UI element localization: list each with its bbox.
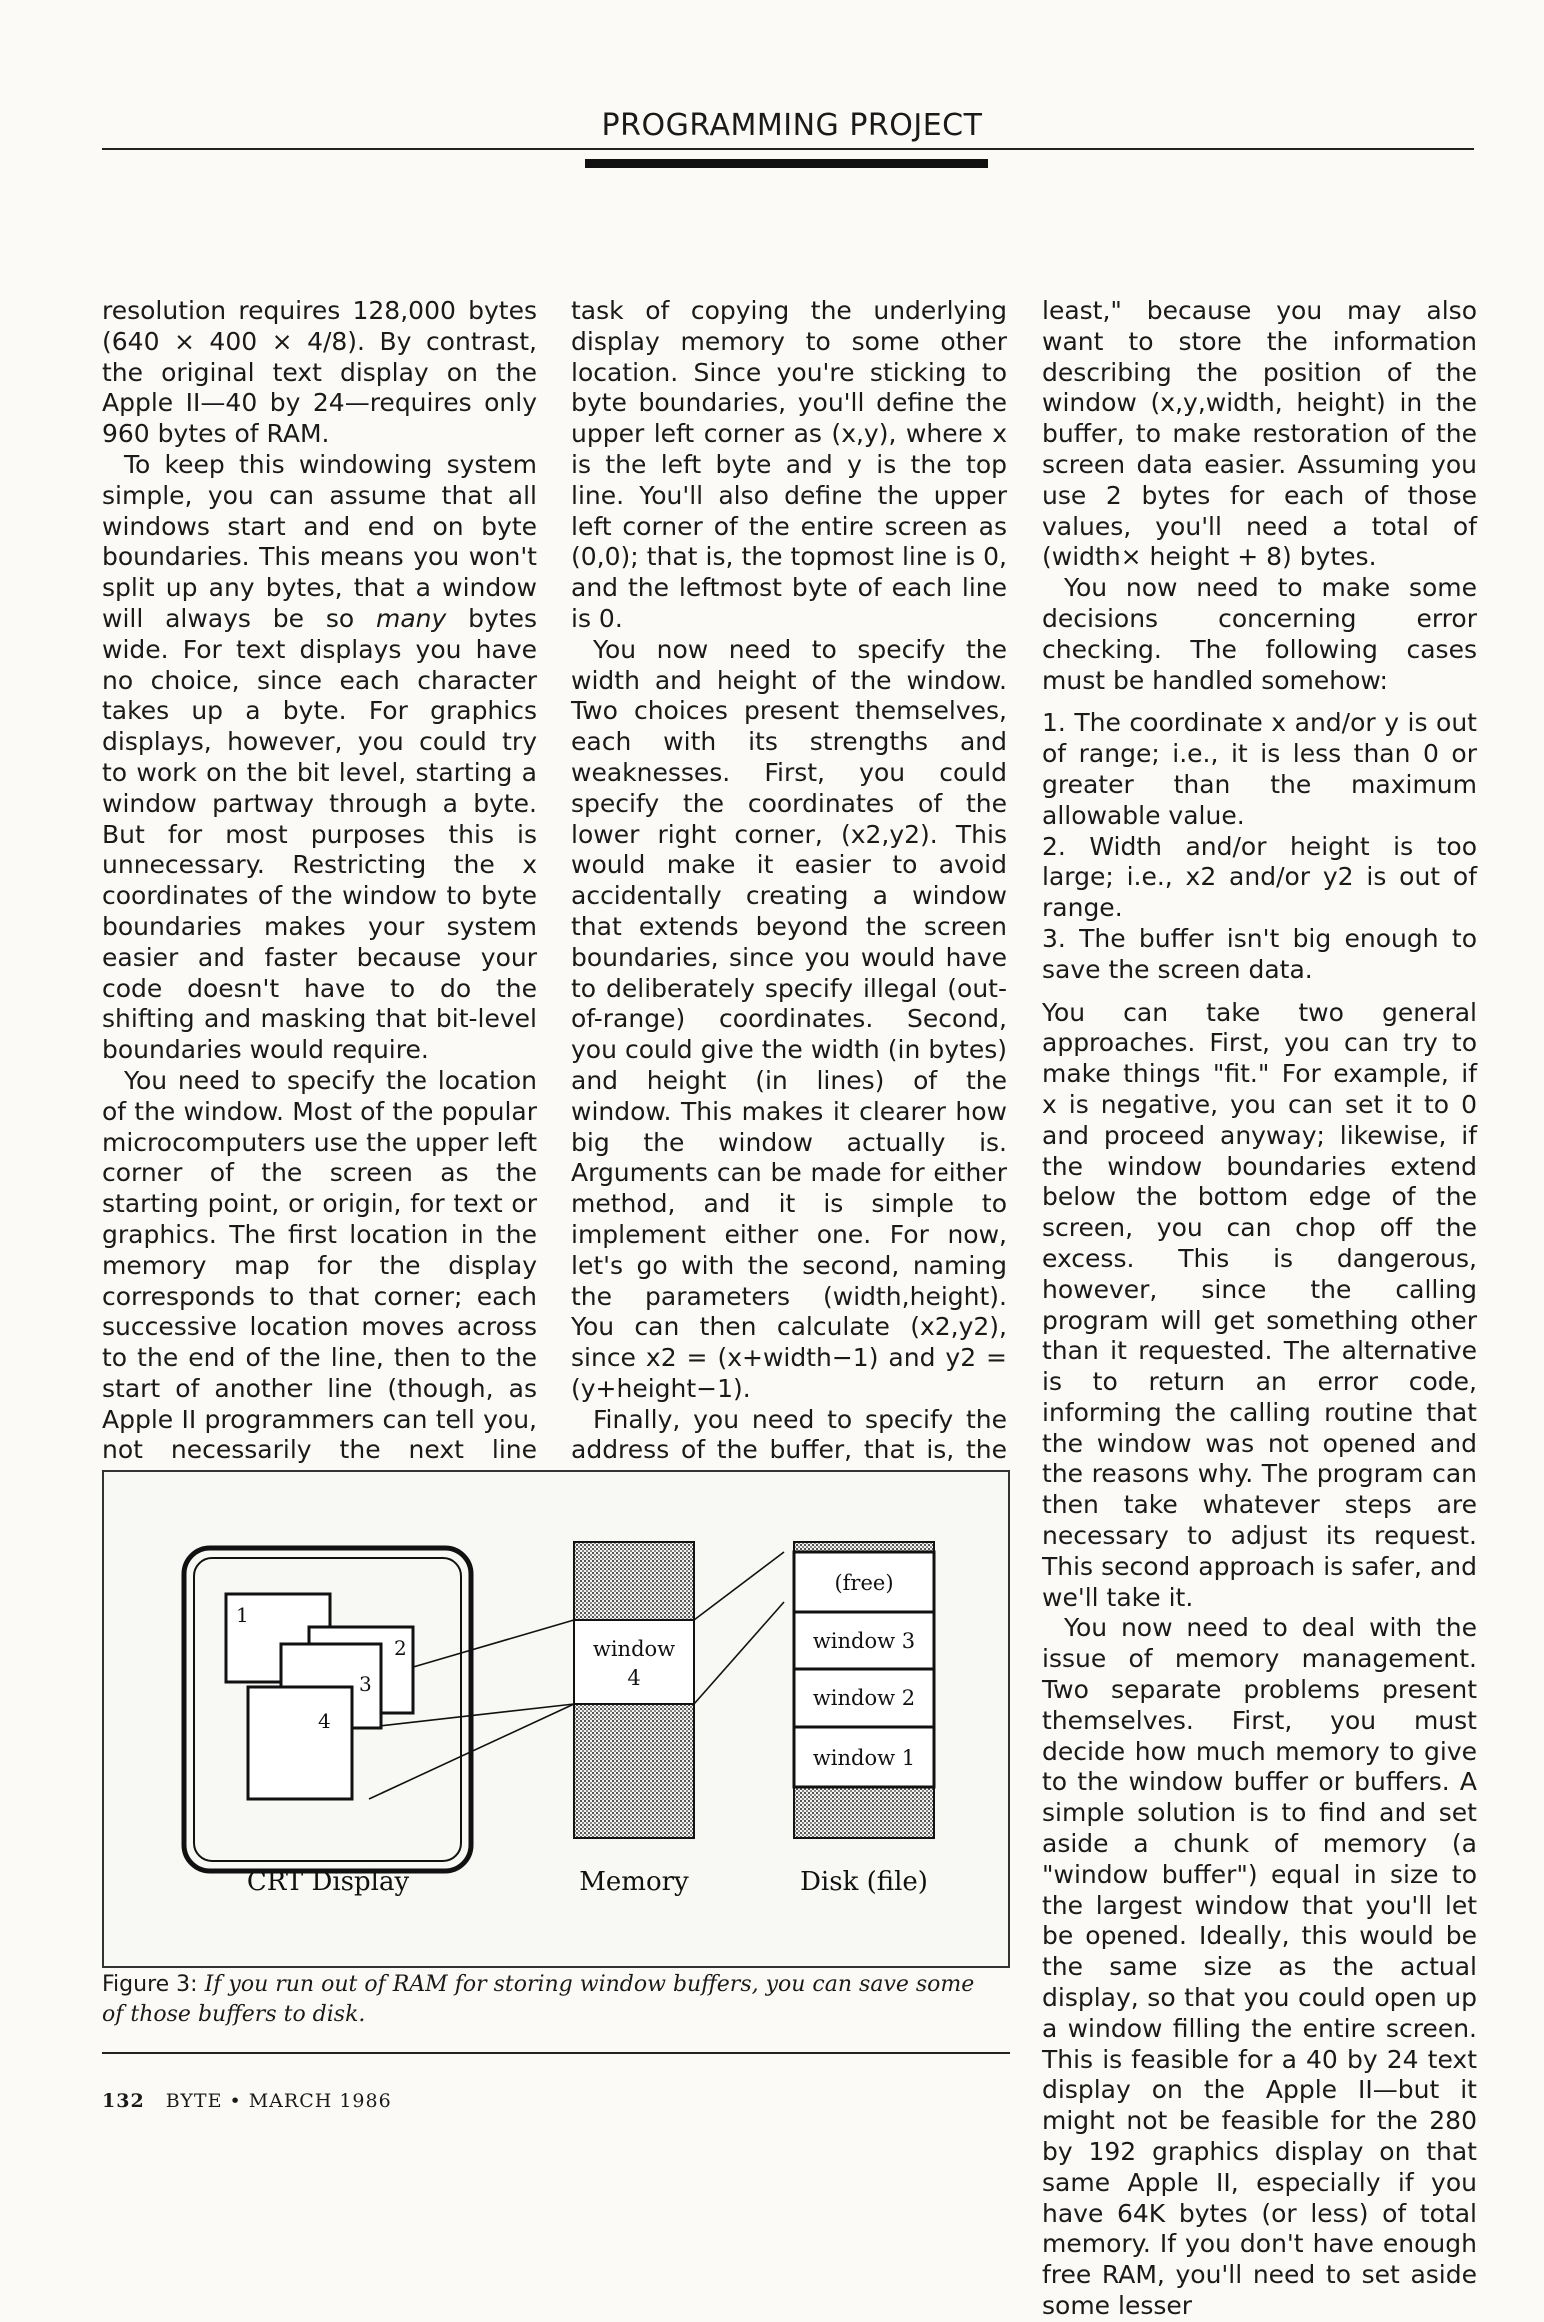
- column-2: [571, 296, 1007, 1589]
- magazine-issue: BYTE • MARCH 1986: [165, 2090, 392, 2112]
- memory-block: [574, 1542, 694, 1838]
- disk-block: [794, 1542, 934, 1838]
- column-3: [1042, 296, 1477, 2322]
- figure-caption: [102, 1970, 1002, 2030]
- paragraph: task of copying the underlying display memory to some other location. Since you're sticking to byte boundaries, you'll define the upper left corner as (x,y), where x is the left byte and y is the top line. You'll also define the upper left corner of the entire screen as (0,0); that is, the topmost line is 0, and the leftmost byte of each line is 0.: [571, 296, 1007, 633]
- disk-free-label: (free): [834, 1571, 894, 1595]
- paragraph: least," because you may also want to store the information describing the position of the window (x,y,width, height) in the buffer, to make restoration of the screen data easier. Assuming you use 2 bytes for each of those values, you'll need a total of (width× height + 8) bytes.: [1042, 296, 1477, 572]
- memory-window-label: window: [592, 1637, 676, 1661]
- figure-caption-text: If you run out of RAM for storing window buffers, you can save some of those buffers to disk.: [102, 1972, 975, 2027]
- window-2-label: 2: [394, 1636, 407, 1660]
- paragraph: You can take two general approaches. First, you can try to make things "fit." For example, if x is negative, you can set it to 0 and proceed anyway; likewise, if the window boundaries extend below the bottom edge of the screen, you can chop off the excess. This is dangerous, however, since the calling program will get something other than it requested. The alternative is to return an error code, informing the calling routine that the window was not opened and the reasons why. The program can then take whatever steps are necessary to adjust its request. This second approach is safer, and we'll take it.: [1042, 997, 1477, 1612]
- page-number: 132: [102, 2090, 145, 2112]
- disk-window-3-label: window 3: [812, 1629, 916, 1653]
- paragraph: You now need to make some decisions concerning error checking. The following cases must be handled somehow:: [1042, 573, 1477, 695]
- memory-window-number: 4: [627, 1666, 641, 1690]
- crt-display-label: CRT Display: [246, 1867, 410, 1897]
- paragraph: You need to specify the location of the window. Most of the popular microcomputers use the upper left corner of the screen as the starting point, or origin, for text or graphics. The first location in the memory map for the display corresponds to that corner; each successive location moves across to the end of the line, then to the start of another line (though, as Apple II programmers can tell you, not necessarily the next line: [102, 1065, 537, 1465]
- page-footer: [102, 2090, 392, 2112]
- paragraph: Finally, you need to specify the address of the buffer, that is, the: [571, 1404, 1007, 1465]
- page-header-title: PROGRAMMING PROJECT: [601, 108, 983, 143]
- figure-label: Figure 3:: [102, 1972, 198, 1997]
- figure-rule: [102, 2052, 1010, 2054]
- memory-label: Memory: [579, 1867, 689, 1897]
- header-rule: [102, 148, 1474, 150]
- window-3-label: 3: [359, 1672, 372, 1696]
- list-item: 3. The buffer isn't big enough to save the screen data.: [1042, 923, 1477, 984]
- figure-3-diagram: [102, 1470, 1010, 1968]
- window-1-label: 1: [236, 1603, 249, 1627]
- disk-window-2-label: window 2: [812, 1686, 916, 1710]
- disk-window-1-label: window 1: [812, 1746, 916, 1770]
- disk-label: Disk (file): [800, 1867, 928, 1897]
- window-4: [248, 1687, 352, 1799]
- paragraph: You now need to deal with the issue of memory management. Two separate problems present themselves. First, you must decide how much memory to give to the window buffer or buffers. A simple solution is to find and set aside a chunk of memory (a "window buffer") equal in size to the largest window that you'll let be opened. Ideally, this would be the same size as the actual display, so that you could open up a window filling the entire screen. This is feasible for a 40 by 24 text display on the Apple II—but it might not be feasible for the 280 by 192 graphics display on that same Apple II, especially if you have 64K bytes (or less) of total memory. If you don't have enough free RAM, you'll need to set aside some lesser: [1042, 1613, 1477, 2320]
- header-bar: [585, 159, 988, 168]
- paragraph: To keep this windowing system simple, you can assume that all windows start and end on byte boundaries. This means you won't split up any bytes, that a window will always be so many bytes wide. For text displays you have no choice, since each character takes up a byte. For graphics displays, however, you could try to work on the bit level, starting a window partway through a byte. But for most purposes this is unnecessary. Restricting the x coordinates of the window to byte boundaries makes your system easier and faster because your code doesn't have to do the shifting and masking that bit-level boundaries would require.: [102, 449, 537, 1065]
- paragraph: resolution requires 128,000 bytes (640 × 400 × 4/8). By contrast, the original text display on the Apple II—40 by 24—requires only 960 bytes of RAM.: [102, 296, 537, 449]
- list-item: 2. Width and/or height is too large; i.e., x2 and/or y2 is out of range.: [1042, 831, 1477, 923]
- list-item: 1. The coordinate x and/or y is out of range; i.e., it is less than 0 or greater than the maximum allowable value.: [1042, 708, 1477, 830]
- column-1: [102, 296, 537, 1559]
- paragraph: You now need to specify the width and height of the window. Two choices present themselves, each with its strengths and weaknesses. First, you could specify the coordinates of the lower right corner, (x2,y2). This would make it easier to avoid accidentally creating a window that extends beyond the screen boundaries, since you would have to deliberately specify illegal (out-of-range) coordinates. Second, you could give the width (in bytes) and height (in lines) of the window. This makes it clearer how big the window actually is. Arguments can be made for either method, and it is simple to implement either one. For now, let's go with the second, naming the parameters (width,height). You can then calculate (x2,y2), since x2 = (x+width−1) and y2 = (y+height−1).: [571, 634, 1007, 1403]
- window-4-label: 4: [318, 1709, 331, 1733]
